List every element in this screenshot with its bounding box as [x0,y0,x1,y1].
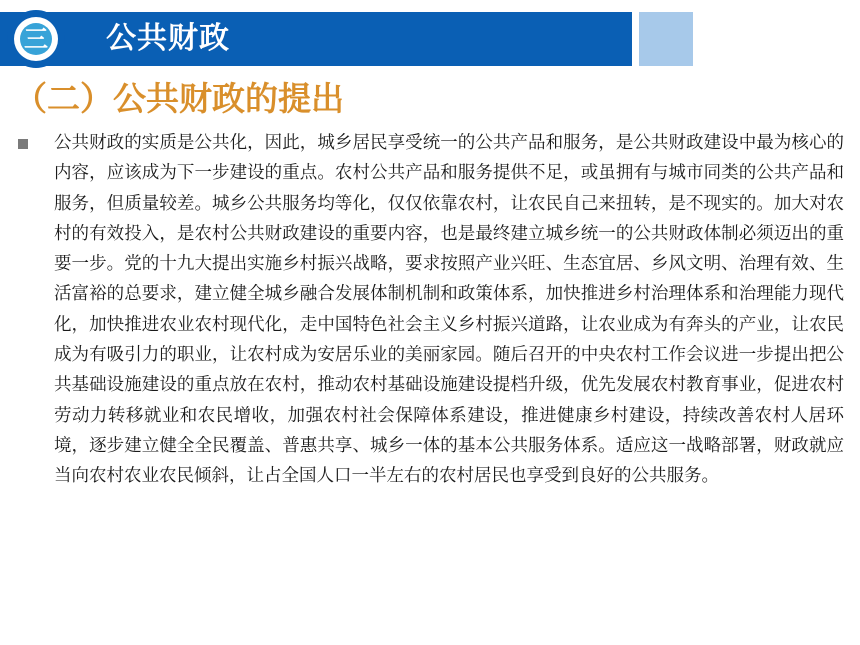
header-bar [0,12,632,66]
section-number-badge [7,10,65,68]
header-title: 公共财政 [106,21,230,56]
square-bullet-icon [18,139,28,149]
section-subtitle: （二）公共财政的提出 [14,79,344,118]
body-paragraph: 公共财政的实质是公共化，因此，城乡居民享受统一的公共产品和服务，是公共财政建设中最为核心的内容，应该成为下一步建设的重点。农村公共产品和服务提供不足，或虽拥有与城市同类的公共产品和服务，但质量较差。城乡公共服务均等化，仅仅依靠农村，让农民自己来扭转，是不现实的。加大对农村的有效投入，是农村公共财政建设的重要内容，也是最终建立城乡统一的公共财政体制必须迈出的重要一步。党的十九大提出实施乡村振兴战略，要求按照产业兴旺、生态宜居、乡风文明、治理有效、生活富裕的总要求，建立健全城乡融合发展体制机制和政策体系，加快推进乡村治理体系和治理能力现代化，加快推进农业农村现代化，走中国特色社会主义乡村振兴道路，让农业成为有奔头的产业，让农民成为有吸引力的职业，让农村成为安居乐业的美丽家园。随后召开的中央农村工作会议进一步提出把公共基础设施建设的重点放在农村，推动农村基础设施建设提档升级，优先发展农村教育事业，促进农村劳动力转移就业和农民增收，加强农村社会保障体系建设，推进健康乡村建设，持续改善农村人居环境，逐步建立健全全民覆盖、普惠共享、城乡一体的基本公共服务体系。适应这一战略部署，财政就应当向农村农业农民倾斜，让占全国人口一半左右的农村居民也享受到良好的公共服务。 [54,133,844,487]
header-accent-block [639,12,693,66]
badge-numeral: 三 [20,23,52,55]
badge-ring [14,17,58,61]
